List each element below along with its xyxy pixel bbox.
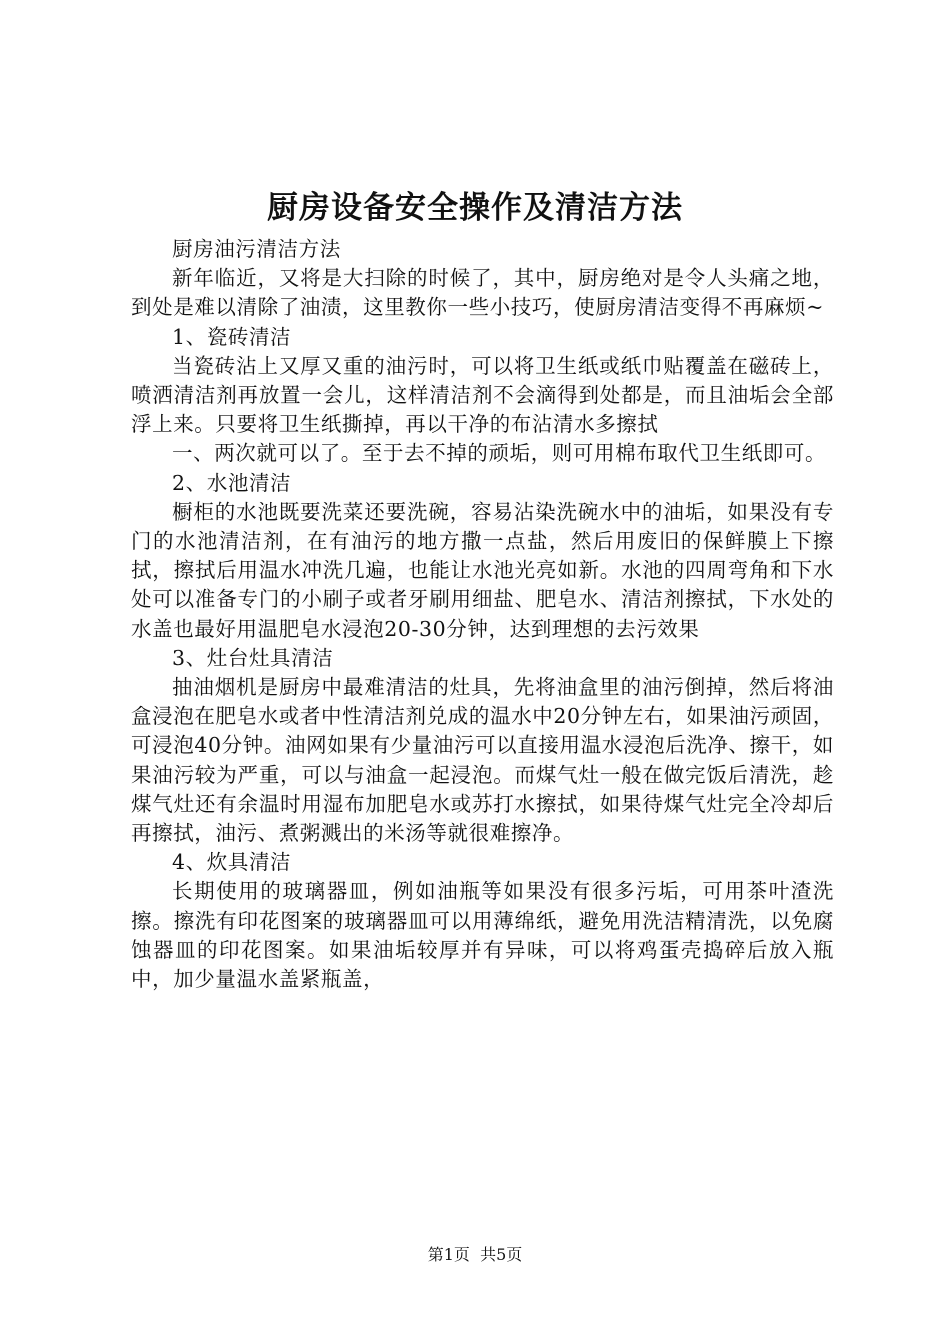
section-heading-intro: 厨房油污清洁方法 (172, 237, 341, 261)
body-paragraph: 橱柜的水池既要洗菜还要洗碗，容易沾染洗碗水中的油垢，如果没有专门的水池清洁剂，在有油污的地方撒一点盐，然后用废旧的保鲜膜上下擦拭，擦拭后用温水冲洗几遍，也能让水池光亮如新。水池的四周弯角和下水处可以准备专门的小刷子或者牙刷用细盐、肥皂水、清洁剂擦拭，下水处的水盖也最好用温肥皂水浸泡20-30分钟，达到理想的去污效果 (131, 499, 834, 641)
body-paragraph: 新年临近，又将是大扫除的时候了，其中，厨房绝对是令人头痛之地，到处是难以清除了油渍，这里教你一些小技巧，使厨房清洁变得不再麻烦~ (131, 266, 834, 320)
document-body (131, 235, 834, 994)
document-title: 厨房设备安全操作及清洁方法 (267, 190, 683, 226)
body-paragraph: 当瓷砖沾上又厚又重的油污时，可以将卫生纸或纸巾贴覆盖在磁砖上，喷洒清洁剂再放置一会儿，这样清洁剂不会滴得到处都是，而且油垢会全部浮上来。只要将卫生纸撕掉，再以干净的布沾清水多擦拭 (131, 353, 834, 437)
body-paragraph: 抽油烟机是厨房中最难清洁的灶具，先将油盒里的油污倒掉，然后将油盒浸泡在肥皂水或者中性清洁剂兑成的温水中20分钟左右，如果油污顽固，可浸泡40分钟。油网如果有少量油污可以直接用温水浸泡后洗净、擦干，如果油污较为严重，可以与油盒一起浸泡。而煤气灶一般在做完饭后清洗，趁煤气灶还有余温时用湿布加肥皂水或苏打水擦拭，如果待煤气灶完全冷却后再擦拭，油污、煮粥溅出的米汤等就很难擦净。 (131, 675, 834, 846)
section-heading-cookware: 4、炊具清洁 (172, 850, 292, 875)
section-heading-stove: 3、灶台灶具清洁 (172, 645, 334, 670)
page-number: 第1页 共5页 (427, 1245, 523, 1264)
section-heading-sink: 2、水池清洁 (172, 470, 292, 495)
section-heading-tiles: 1、瓷砖清洁 (172, 324, 292, 349)
page-footer (0, 1244, 950, 1266)
body-paragraph: 一、两次就可以了。至于去不掉的顽垢，则可用棉布取代卫生纸即可。 (172, 441, 827, 466)
body-paragraph: 长期使用的玻璃器皿，例如油瓶等如果没有很多污垢，可用茶叶渣洗擦。擦洗有印花图案的玻璃器皿可以用薄绵纸，避免用洗洁精清洗，以免腐蚀器皿的印花图案。如果油垢较厚并有异味，可以将鸡蛋壳捣碎后放入瓶中，加少量温水盖紧瓶盖， (131, 879, 834, 992)
